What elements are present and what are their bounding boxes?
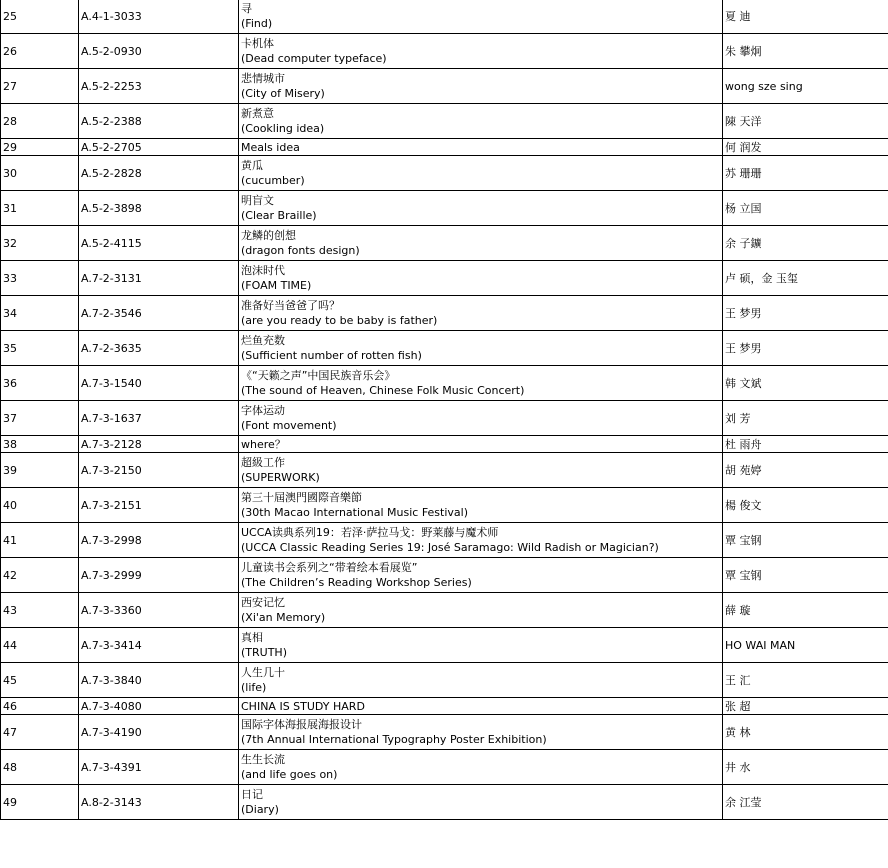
entry-title-original: 儿童读书会系列之“带着绘本看展览”: [241, 561, 418, 574]
entry-code-cell: A.7-3-4080: [79, 698, 239, 715]
entry-title-english: (The Children’s Reading Workshop Series): [241, 576, 472, 589]
entry-title-original: 新煮意: [241, 107, 274, 120]
entry-title-english: (cucumber): [241, 174, 305, 187]
table-row: [1, 34, 888, 69]
entry-title-english: (UCCA Classic Reading Series 19: José Saramago: Wild Radish or Magician?): [241, 541, 659, 554]
entry-title-original: 明盲文: [241, 194, 274, 207]
entry-author-cell: 杨 立国: [723, 191, 888, 226]
entry-author-cell: 王 梦男: [723, 331, 888, 366]
entry-code-cell: A.7-3-4190: [79, 715, 239, 750]
entry-code-cell: A.4-1-3033: [79, 0, 239, 34]
table-row: [1, 750, 888, 785]
entry-author-cell: 王 汇: [723, 663, 888, 698]
table-row: [1, 401, 888, 436]
entry-code-cell: A.5-2-2253: [79, 69, 239, 104]
table-row: [1, 785, 888, 820]
entry-code-cell: A.5-2-3898: [79, 191, 239, 226]
table-row: [1, 453, 888, 488]
entry-number-cell: 39: [1, 453, 79, 488]
entry-title-original: 龙鳞的创想: [241, 229, 296, 242]
entry-author-cell: 余 江莹: [723, 785, 888, 820]
entry-title-english: (Cookling idea): [241, 122, 325, 135]
entry-title-original: 黄瓜: [241, 159, 263, 172]
entry-title-original: 日记: [241, 788, 263, 801]
entry-title-english: (Find): [241, 17, 273, 30]
entry-title-cell: [239, 628, 723, 663]
entry-author-cell: 陳 天洋: [723, 104, 888, 139]
entry-code-cell: A.7-3-2999: [79, 558, 239, 593]
entry-title-original: 字体运动: [241, 404, 285, 417]
entry-author-cell: 楊 俊文: [723, 488, 888, 523]
entry-author-cell: 杜 雨舟: [723, 436, 888, 453]
entry-number-cell: 41: [1, 523, 79, 558]
entry-title-original: Meals idea: [241, 140, 300, 154]
table-row: [1, 593, 888, 628]
table-row: [1, 69, 888, 104]
entry-title-original: 国际字体海报展海报设计: [241, 718, 362, 731]
entry-code-cell: A.7-3-2128: [79, 436, 239, 453]
entry-title-original: CHINA IS STUDY HARD: [241, 699, 365, 713]
entry-number-cell: 27: [1, 69, 79, 104]
table-row: [1, 104, 888, 139]
entry-code-cell: A.7-3-4391: [79, 750, 239, 785]
entry-title-english: (dragon fonts design): [241, 244, 360, 257]
entry-title-original: 超級工作: [241, 456, 285, 469]
entry-number-cell: 29: [1, 139, 79, 156]
entry-author-cell: 苏 珊珊: [723, 156, 888, 191]
entry-number-cell: 31: [1, 191, 79, 226]
entry-number-cell: 43: [1, 593, 79, 628]
entry-title-cell: [239, 0, 723, 34]
table-row: [1, 698, 888, 715]
entry-code-cell: A.5-2-4115: [79, 226, 239, 261]
entry-title-english: (7th Annual International Typography Poster Exhibition): [241, 733, 547, 746]
entry-title-cell: [239, 34, 723, 69]
entry-number-cell: 28: [1, 104, 79, 139]
entry-title-original: 第三十屆澳門國際音樂節: [241, 491, 362, 504]
table-row: [1, 331, 888, 366]
entry-number-cell: 36: [1, 366, 79, 401]
entry-title-original: 寻: [241, 2, 252, 15]
table-row: [1, 139, 888, 156]
entry-code-cell: A.7-2-3635: [79, 331, 239, 366]
entry-code-cell: A.7-3-2151: [79, 488, 239, 523]
entry-author-cell: 刘 芳: [723, 401, 888, 436]
entry-title-cell: [239, 226, 723, 261]
entry-title-cell: [239, 488, 723, 523]
entry-title-original: 准备好当爸爸了吗？: [241, 299, 340, 312]
table-row: [1, 366, 888, 401]
entry-code-cell: A.7-2-3131: [79, 261, 239, 296]
entry-title-cell: [239, 785, 723, 820]
entry-title-original: 卡机体: [241, 37, 274, 50]
entry-author-cell: 覃 宝钢: [723, 558, 888, 593]
entry-title-cell: [239, 453, 723, 488]
entry-code-cell: A.7-3-3360: [79, 593, 239, 628]
entry-number-cell: 48: [1, 750, 79, 785]
entry-title-cell: [239, 401, 723, 436]
table-row: [1, 0, 888, 34]
entry-title-cell: [239, 750, 723, 785]
table-row: [1, 523, 888, 558]
entry-title-original: where？: [241, 437, 286, 451]
table-row: [1, 261, 888, 296]
entry-title-english: (City of Misery): [241, 87, 325, 100]
entry-number-cell: 37: [1, 401, 79, 436]
entries-table-body: [1, 0, 888, 820]
entry-title-original: 《“天籁之声”中国民族音乐会》: [241, 369, 396, 382]
entry-title-original: 西安记忆: [241, 596, 285, 609]
entry-number-cell: 32: [1, 226, 79, 261]
entry-title-english: (FOAM TIME): [241, 279, 312, 292]
table-row: [1, 715, 888, 750]
entry-number-cell: 42: [1, 558, 79, 593]
entry-code-cell: A.7-3-3840: [79, 663, 239, 698]
entry-title-english: (Font movement): [241, 419, 337, 432]
entry-title-cell: [239, 523, 723, 558]
entry-title-cell: [239, 698, 723, 715]
entry-title-cell: [239, 104, 723, 139]
table-row: [1, 663, 888, 698]
entry-title-original: 烂鱼充数: [241, 334, 285, 347]
entry-code-cell: A.7-2-3546: [79, 296, 239, 331]
entry-author-cell: 韩 文斌: [723, 366, 888, 401]
entry-code-cell: A.7-3-1637: [79, 401, 239, 436]
table-row: [1, 628, 888, 663]
entry-title-english: (life): [241, 681, 267, 694]
entry-title-english: (Xi'an Memory): [241, 611, 326, 624]
entry-author-cell: 胡 苑婷: [723, 453, 888, 488]
entry-author-cell: wong sze sing: [723, 69, 888, 104]
entry-author-cell: 覃 宝钢: [723, 523, 888, 558]
entry-title-cell: [239, 715, 723, 750]
entry-title-english: (Dead computer typeface): [241, 52, 387, 65]
table-row: [1, 558, 888, 593]
entry-author-cell: 余 子鑛: [723, 226, 888, 261]
table-row: [1, 488, 888, 523]
entry-title-english: (TRUTH): [241, 646, 287, 659]
entry-code-cell: A.7-3-1540: [79, 366, 239, 401]
entry-title-cell: [239, 296, 723, 331]
entry-title-english: (and life goes on): [241, 768, 338, 781]
entry-number-cell: 30: [1, 156, 79, 191]
entry-title-cell: [239, 139, 723, 156]
entry-title-original: 泡沫时代: [241, 264, 285, 277]
entry-number-cell: 40: [1, 488, 79, 523]
table-row: [1, 191, 888, 226]
entry-title-english: (SUPERWORK): [241, 471, 320, 484]
entry-code-cell: A.5-2-0930: [79, 34, 239, 69]
entry-code-cell: A.8-2-3143: [79, 785, 239, 820]
entry-number-cell: 45: [1, 663, 79, 698]
table-row: [1, 436, 888, 453]
entry-code-cell: A.5-2-2388: [79, 104, 239, 139]
entry-title-original: UCCA读典系列19：若泽·萨拉马戈：野莱藤与魔术师: [241, 526, 499, 539]
entry-title-english: (30th Macao International Music Festival): [241, 506, 469, 519]
entry-author-cell: HO WAI MAN: [723, 628, 888, 663]
entry-author-cell: 卢 硕，金 玉玺: [723, 261, 888, 296]
entry-code-cell: A.5-2-2705: [79, 139, 239, 156]
entry-title-english: (Clear Braille): [241, 209, 317, 222]
entry-number-cell: 35: [1, 331, 79, 366]
entry-title-cell: [239, 366, 723, 401]
entry-author-cell: 张 超: [723, 698, 888, 715]
entry-number-cell: 25: [1, 0, 79, 34]
entry-title-english: (Diary): [241, 803, 279, 816]
entry-title-cell: [239, 558, 723, 593]
entry-title-cell: [239, 69, 723, 104]
entry-title-cell: [239, 156, 723, 191]
entry-title-original: 人生几十: [241, 666, 285, 679]
entry-author-cell: 朱 攀炯: [723, 34, 888, 69]
entry-author-cell: 井 水: [723, 750, 888, 785]
entry-title-cell: [239, 663, 723, 698]
entry-code-cell: A.7-3-3414: [79, 628, 239, 663]
entry-author-cell: 薛 璇: [723, 593, 888, 628]
entry-title-cell: [239, 261, 723, 296]
entry-title-cell: [239, 593, 723, 628]
table-row: [1, 156, 888, 191]
entry-author-cell: 王 梦男: [723, 296, 888, 331]
entry-number-cell: 26: [1, 34, 79, 69]
table-row: [1, 226, 888, 261]
entry-number-cell: 33: [1, 261, 79, 296]
entry-title-original: 真相: [241, 631, 263, 644]
entry-code-cell: A.7-3-2998: [79, 523, 239, 558]
entry-code-cell: A.5-2-2828: [79, 156, 239, 191]
entry-title-cell: [239, 331, 723, 366]
entry-title-english: (The sound of Heaven, Chinese Folk Music Concert): [241, 384, 525, 397]
entry-author-cell: 夏 迪: [723, 0, 888, 34]
entry-title-english: (Sufficient number of rotten fish): [241, 349, 422, 362]
entry-title-cell: [239, 191, 723, 226]
entry-number-cell: 47: [1, 715, 79, 750]
entry-title-cell: [239, 436, 723, 453]
entry-number-cell: 34: [1, 296, 79, 331]
entry-number-cell: 49: [1, 785, 79, 820]
entry-title-english: (are you ready to be baby is father): [241, 314, 438, 327]
entry-code-cell: A.7-3-2150: [79, 453, 239, 488]
entry-number-cell: 38: [1, 436, 79, 453]
entry-number-cell: 46: [1, 698, 79, 715]
entry-title-original: 悲情城市: [241, 72, 285, 85]
entry-number-cell: 44: [1, 628, 79, 663]
entry-author-cell: 黄 林: [723, 715, 888, 750]
entry-author-cell: 何 润发: [723, 139, 888, 156]
entry-title-original: 生生长流: [241, 753, 285, 766]
table-row: [1, 296, 888, 331]
